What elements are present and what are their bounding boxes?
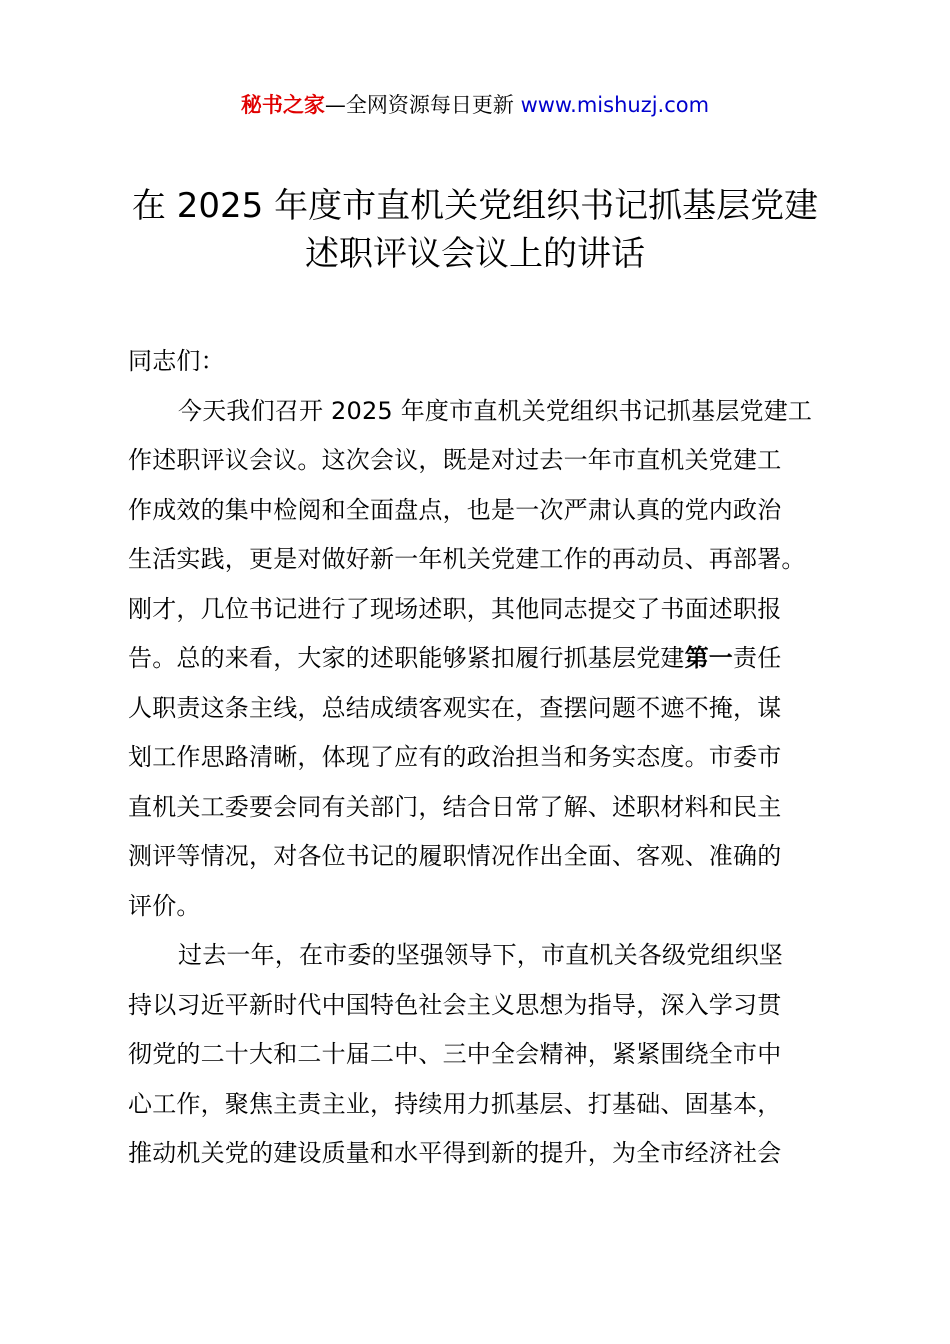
paragraph-line: 推动机关党的建设质量和水平得到新的提升，为全市经济社会 <box>128 1139 782 1167</box>
salutation: 同志们： <box>128 347 225 375</box>
paragraph-line: 划工作思路清晰，体现了应有的政治担当和务实态度。市委市 <box>128 743 782 771</box>
paragraph-line: 评价。 <box>128 891 201 920</box>
paragraph-line: 生活实践，更是对做好新一年机关党建工作的再动员、再部署。 <box>128 545 806 573</box>
paragraph-1 <box>128 387 834 932</box>
paragraph-line: 作成效的集中检阅和全面盘点，也是一次严肃认真的党内政治 <box>128 495 782 524</box>
paragraph-2 <box>128 931 834 1179</box>
paragraph-line: 直机关工委要会同有关部门，结合日常了解、述职材料和民主 <box>128 792 782 821</box>
paragraph-line: 作述职评议会议。这次会议，既是对过去一年市直机关党建工 <box>128 446 782 474</box>
paragraph-line: 测评等情况，对各位书记的履职情况作出全面、客观、准确的 <box>128 842 782 870</box>
bold-text-run: 第一 <box>684 644 734 672</box>
header-tagline: —全网资源每日更新 <box>324 93 514 117</box>
paragraph-line: 过去一年，在市委的坚强领导下，市直机关各级党组织坚 <box>178 941 783 969</box>
speech-body <box>128 337 834 1179</box>
paragraph-line: 刚才，几位书记进行了现场述职，其他同志提交了书面述职报 <box>128 594 782 623</box>
paragraph-line: 人职责这条主线，总结成绩客观实在，查摆问题不遮不掩，谋 <box>128 693 782 722</box>
paragraph-line: 心工作，聚焦主责主业，持续用力抓基层、打基础、固基本， <box>128 1089 782 1118</box>
title-line-2: 述职评议会议上的讲话 <box>305 234 645 274</box>
paragraph-line: 今天我们召开 2025 年度市直机关党组织书记抓基层党建工 <box>178 396 813 425</box>
title-line-1: 在 2025 年度市直机关党组织书记抓基层党建 <box>131 186 819 226</box>
document-title <box>0 182 950 278</box>
site-url-link[interactable]: www.mishuzj.com <box>520 93 710 117</box>
site-header <box>0 88 950 122</box>
brand-name: 秘书之家 <box>240 93 325 117</box>
paragraph-line: 彻党的二十大和二十届二中、三中全会精神，紧紧围绕全市中 <box>128 1040 782 1068</box>
text-run: 告。总的来看，大家的述职能够紧扣履行抓基层党建 <box>128 644 685 672</box>
text-run: 责任 <box>733 644 782 672</box>
paragraph-line <box>128 634 834 684</box>
paragraph-line: 持以习近平新时代中国特色社会主义思想为指导，深入学习贯 <box>128 990 782 1019</box>
